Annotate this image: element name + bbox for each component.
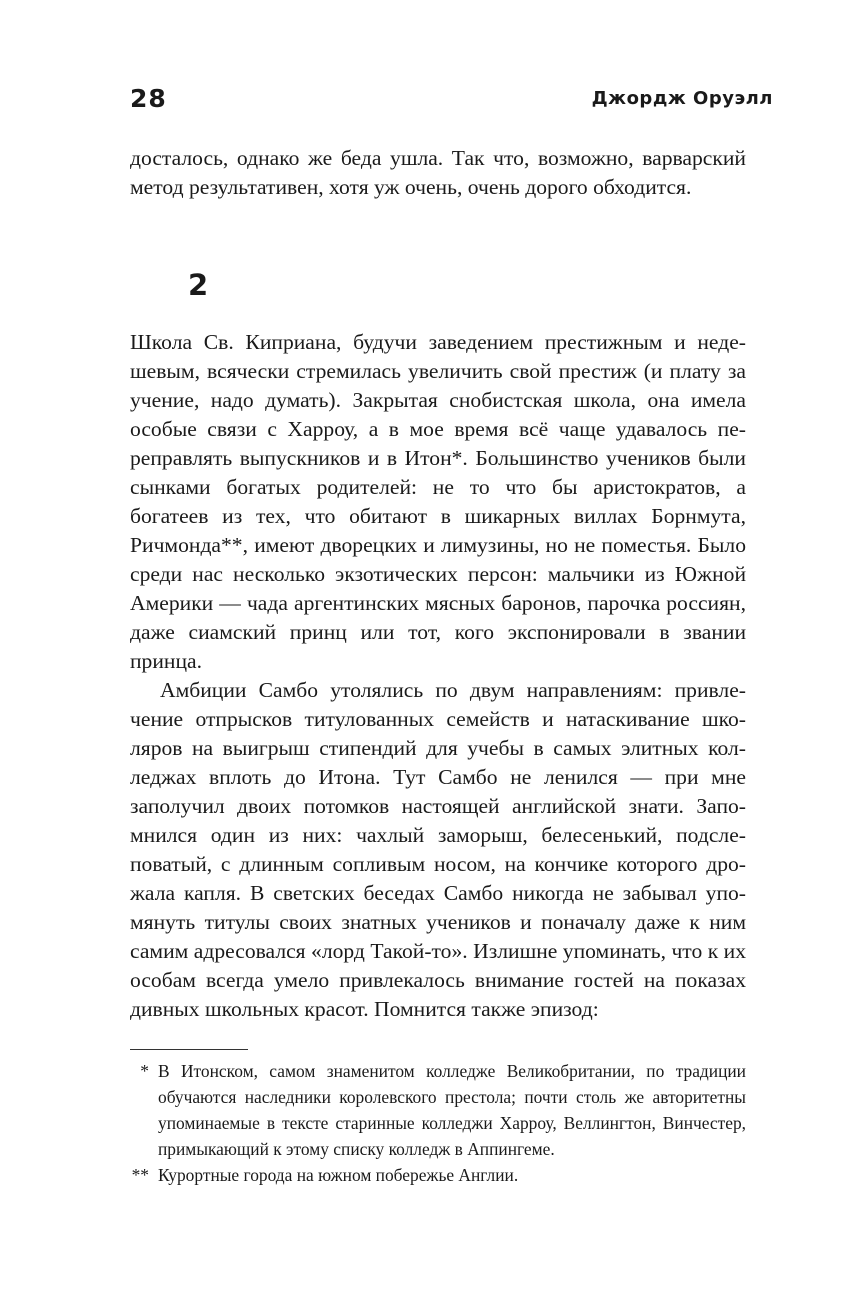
continuation-paragraph: досталось, однако же беда ушла. Так что, возможно, варварский метод результативен, хотя уж очень, очень дорого обходится. [130,146,746,199]
footnote-text: В Итонском, самом знаменитом колледже Великобритании, по традиции обучаются наследники королевского престола; почти столь же авторитетны упоминаемые в тексте старинные колледжи Харроу, Веллингтон, Винчестер, примыкающий к этому списку колледж в Аппингеме. [158,1061,746,1159]
paragraph-school: Школа Св. Киприана, будучи заведением престижным и недешевым, всячески стремилась увеличить свой престиж (и плату за учение, надо думать). Закрытая снобистская школа, она имела особые связи с Харроу, а в мое время всё чаще удавалось переправлять выпускников и в Итон*. Большинство учеников были сынками богатых родителей: не то что бы аристократов, а богатеев из тех, что обитают в шикарных виллах Борнмута, Ричмонда**, имеют дворецких и лимузины, но не поместья. Было среди нас несколько экзотических персон: мальчики из Южной Америки — чада аргентинских мясных баронов, парочка россиян, даже сиамский принц или тот, кого экспонировали в звании принца. [130,330,746,673]
footnote-item [130,1058,746,1162]
footnote-mark: ** [131,1165,149,1185]
page-number: 28 [130,84,167,113]
footnotes [130,1058,746,1188]
footnote-divider [130,1049,248,1050]
running-head-author: Джордж Оруэлл [591,88,773,109]
footnote-mark: * [140,1061,149,1081]
section-number: 2 [188,268,209,302]
footnote-text: Курортные города на южном побережье Англии. [158,1165,519,1185]
paragraph-sambo-ambitions: Амбиции Самбо утолялись по двум направлениям: привлечение отпрысков титулованных семейств и натаскивание школяров на выигрыш стипендий для учебы в самых элитных колледжах вплоть до Итона. Тут Самбо не ленился — при мне заполучил двоих потомков настоящей английской знати. Запомнился один из них: чахлый заморыш, белесенький, подслеповатый, с длинным сопливым носом, на кончике которого дрожала капля. В светских беседах Самбо никогда не забывал упомянуть титулы своих знатных учеников и поначалу даже к ним самим адресовался «лорд Такой-то». Излишне упоминать, что к их особам всегда умело привлекалось внимание гостей на показах дивных школьных красот. Помнится также эпизод: [130,678,746,1021]
footnote-item [130,1162,746,1188]
